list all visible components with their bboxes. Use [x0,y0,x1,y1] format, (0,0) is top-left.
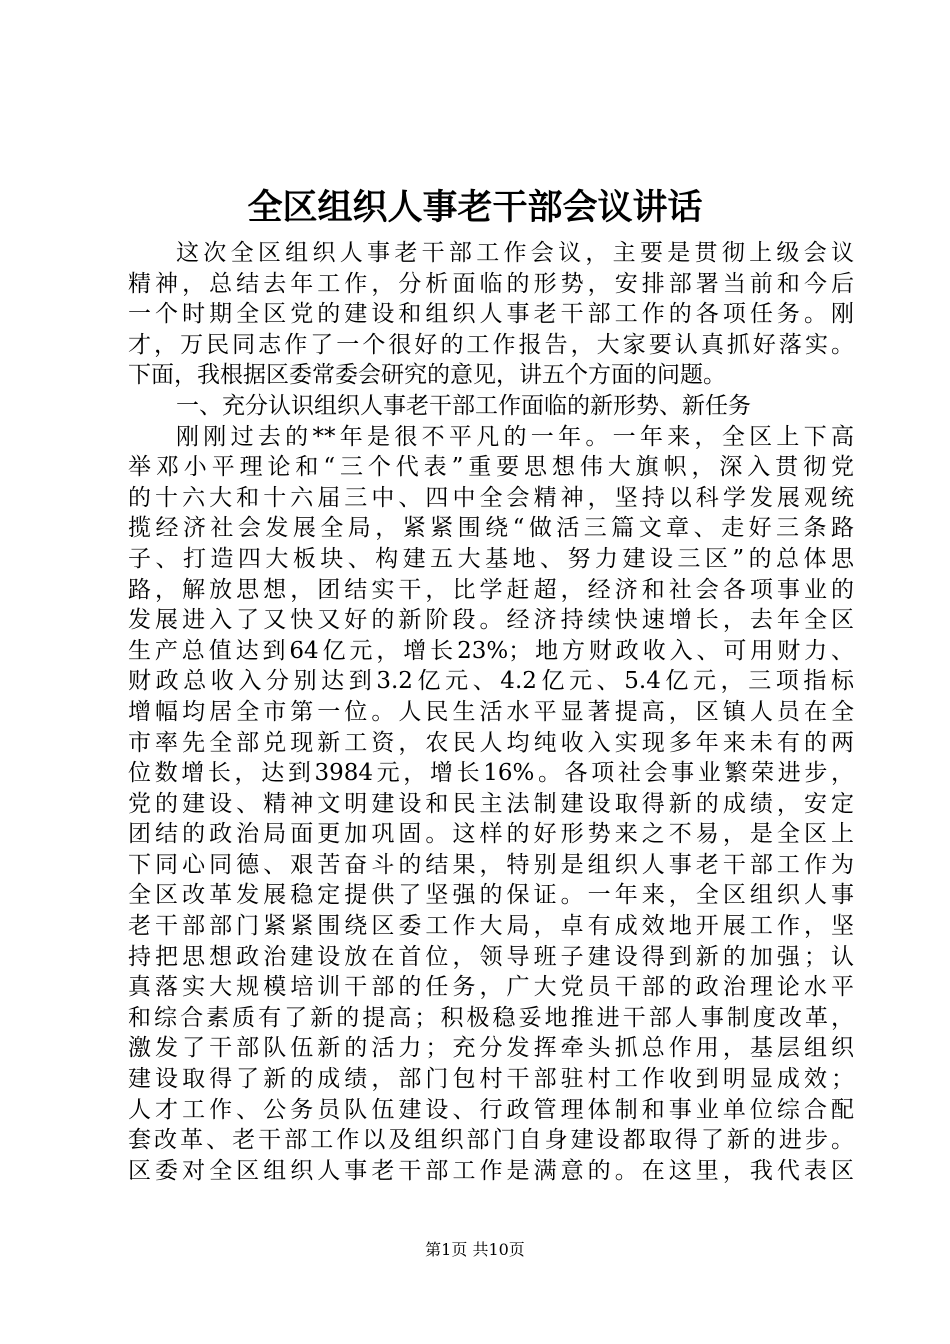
body-line: 位数增长，达到3984元，增长16%。各项社会事业繁荣进步， [128,760,854,787]
body-line: 生产总值达到64亿元，增长23%；地方财政收入、可用财力、 [128,637,854,664]
body-line: 人才工作、公务员队伍建设、行政管理体制和事业单位综合配 [128,1096,854,1123]
body-line: 真落实大规模培训干部的任务，广大党员干部的政治理论水平 [128,974,854,1001]
body-line: 增幅均居全市第一位。人民生活水平显著提高，区镇人员在全 [128,698,854,725]
body-line: 路，解放思想，团结实干，比学赶超，经济和社会各项事业的 [128,576,854,603]
document-body [128,238,854,1186]
section-heading: 一、充分认识组织人事老干部工作面临的新形势、新任务 [176,392,751,419]
body-line: 老干部部门紧紧围绕区委工作大局，卓有成效地开展工作，坚 [128,913,854,940]
body-line: 财政总收入分别达到3.2亿元、4.2亿元、5.4亿元，三项指标 [128,668,854,695]
body-line: 激发了干部队伍新的活力；充分发挥牵头抓总作用，基层组织 [128,1035,854,1062]
body-line: 揽经济社会发展全局，紧紧围绕“做活三篇文章、走好三条路 [128,515,854,542]
body-line: 团结的政治局面更加巩固。这样的好形势来之不易，是全区上 [128,821,854,848]
body-line: 这次全区组织人事老干部工作会议，主要是贯彻上级会议 [176,240,854,266]
body-line: 刚刚过去的**年是很不平凡的一年。一年来，全区上下高 [176,423,854,450]
body-line: 的十六大和十六届三中、四中全会精神，坚持以科学发展观统 [128,484,854,511]
body-line: 党的建设、精神文明建设和民主法制建设取得新的成绩，安定 [128,790,854,817]
document-title: 全区组织人事老干部会议讲话 [247,188,703,228]
body-line: 全区改革发展稳定提供了坚强的保证。一年来，全区组织人事 [128,882,854,909]
body-line: 区委对全区组织人事老干部工作是满意的。在这里，我代表区 [128,1157,854,1184]
body-line: 下同心同德、艰苦奋斗的结果，特别是组织人事老干部工作为 [128,851,854,878]
body-line: 持把思想政治建设放在首位，领导班子建设得到新的加强；认 [128,943,854,970]
body-line: 举邓小平理论和“三个代表”重要思想伟大旗帜，深入贯彻党 [128,454,854,481]
body-line: 和综合素质有了新的提高；积极稳妥地推进干部人事制度改革， [128,1004,854,1031]
body-line: 套改革、老干部工作以及组织部门自身建设都取得了新的进步。 [128,1127,854,1154]
body-line: 一个时期全区党的建设和组织人事老干部工作的各项任务。刚 [128,301,854,328]
body-line: 建设取得了新的成绩，部门包村干部驻村工作收到明显成效； [128,1066,854,1093]
body-line: 市率先全部兑现新工资，农民人均纯收入实现多年来未有的两 [128,729,854,756]
body-line: 子、打造四大板块、构建五大基地、努力建设三区”的总体思 [128,545,854,572]
body-line: 才，万民同志作了一个很好的工作报告，大家要认真抓好落实。 [128,331,854,358]
page-number-footer: 第1页 共10页 [425,1240,525,1259]
body-line: 下面，我根据区委常委会研究的意见，讲五个方面的问题。 [128,362,726,389]
body-line: 发展进入了又快又好的新阶段。经济持续快速增长，去年全区 [128,607,854,634]
body-line: 精神，总结去年工作，分析面临的形势，安排部署当前和今后 [128,270,854,297]
